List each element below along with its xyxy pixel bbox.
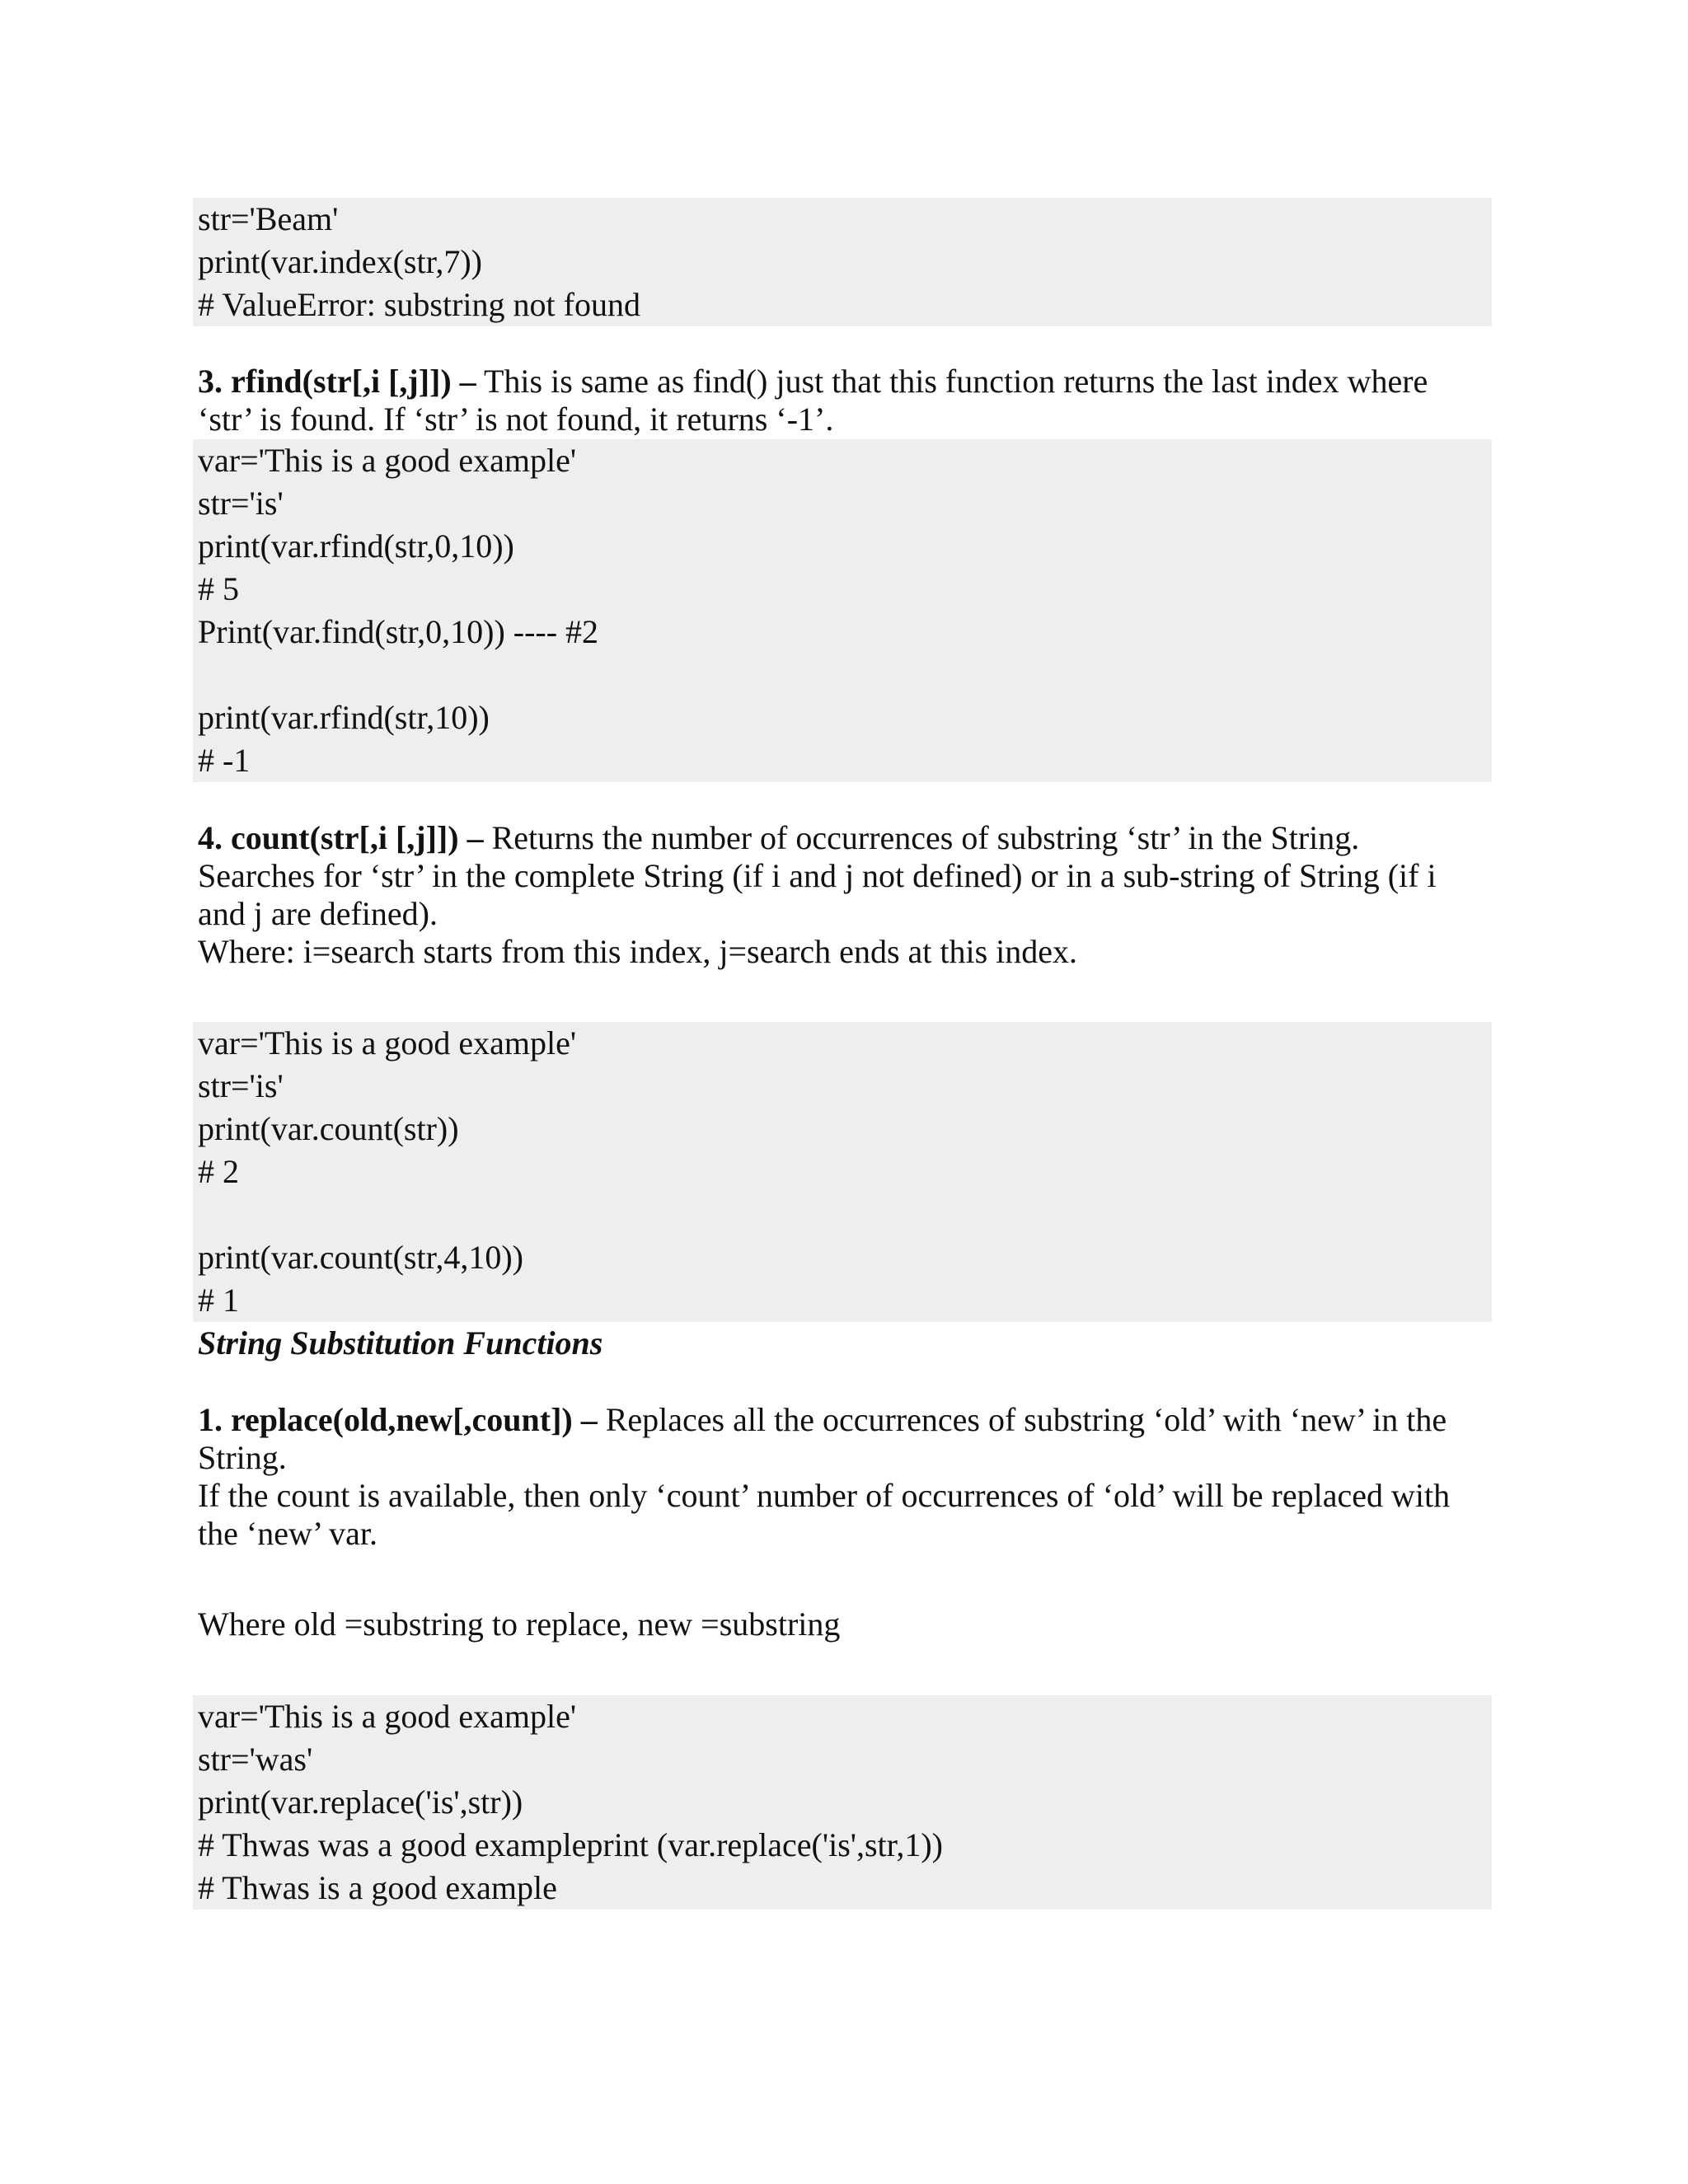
code-line: print(var.rfind(str,10)) — [198, 699, 490, 736]
replace-title: 1. replace(old,new[,count]) – — [198, 1401, 598, 1438]
code-line: var='This is a good example' — [198, 1698, 577, 1735]
rfind-text: This is same as find() just that this function returns the last index where — [476, 363, 1428, 400]
count-text: Searches for ‘str’ in the complete String (if i and j not defined) or in a sub-string of String (if i — [198, 857, 1437, 894]
replace-text: If the count is available, then only ‘count’ number of occurrences of ‘old’ will be replaced with — [198, 1477, 1451, 1514]
replace-description — [198, 1401, 1492, 1553]
code-line: # 5 — [198, 570, 239, 607]
rfind-text: ‘str’ is found. If ‘str’ is not found, it returns ‘-1’. — [198, 401, 834, 438]
replace-text: Replaces all the occurrences of substring ‘old’ with ‘new’ in the — [597, 1401, 1447, 1438]
rfind-title: 3. rfind(str[,i [,j]]) – — [198, 363, 476, 400]
count-text: Returns the number of occurrences of substring ‘str’ in the String. — [483, 819, 1360, 856]
code-line: # 1 — [198, 1282, 239, 1319]
code-line — [198, 654, 1492, 696]
code-line: print(var.count(str,4,10)) — [198, 1239, 523, 1276]
count-title: 4. count(str[,i [,j]]) – — [198, 819, 484, 856]
code-line: print(var.replace('is',str)) — [198, 1783, 523, 1821]
rfind-description — [198, 363, 1492, 438]
code-line: Print(var.find(str,0,10)) ---- #2 — [198, 613, 599, 650]
replace-where — [198, 1605, 1492, 1643]
code-block-index — [193, 198, 1492, 326]
code-line — [198, 1193, 1492, 1236]
code-block-rfind — [193, 439, 1492, 782]
code-line: print(var.rfind(str,0,10)) — [198, 527, 514, 565]
section-heading: String Substitution Functions — [198, 1324, 603, 1361]
replace-text: Where old =substring to replace, new =substring — [198, 1605, 841, 1643]
count-text: and j are defined). — [198, 895, 438, 932]
replace-text: String. — [198, 1439, 287, 1476]
code-line: # -1 — [198, 742, 251, 779]
code-block-replace — [193, 1695, 1492, 1910]
count-description — [198, 819, 1492, 971]
code-line: str='is' — [198, 485, 284, 522]
code-line: print(var.count(str)) — [198, 1110, 459, 1147]
code-line: # Thwas was a good exampleprint (var.replace('is',str,1)) — [198, 1826, 944, 1863]
code-line: # ValueError: substring not found — [198, 286, 640, 323]
code-line: print(var.index(str,7)) — [198, 243, 482, 280]
code-block-count — [193, 1022, 1492, 1322]
code-line: str='is' — [198, 1067, 284, 1104]
code-line: str='was' — [198, 1741, 313, 1778]
code-line: var='This is a good example' — [198, 442, 577, 479]
count-text: Where: i=search starts from this index, j=search ends at this index. — [198, 933, 1078, 970]
code-line: var='This is a good example' — [198, 1024, 577, 1062]
code-line: str='Beam' — [198, 200, 339, 237]
code-line: # Thwas is a good example — [198, 1869, 557, 1906]
code-line: # 2 — [198, 1153, 239, 1190]
replace-text: the ‘new’ var. — [198, 1515, 378, 1552]
